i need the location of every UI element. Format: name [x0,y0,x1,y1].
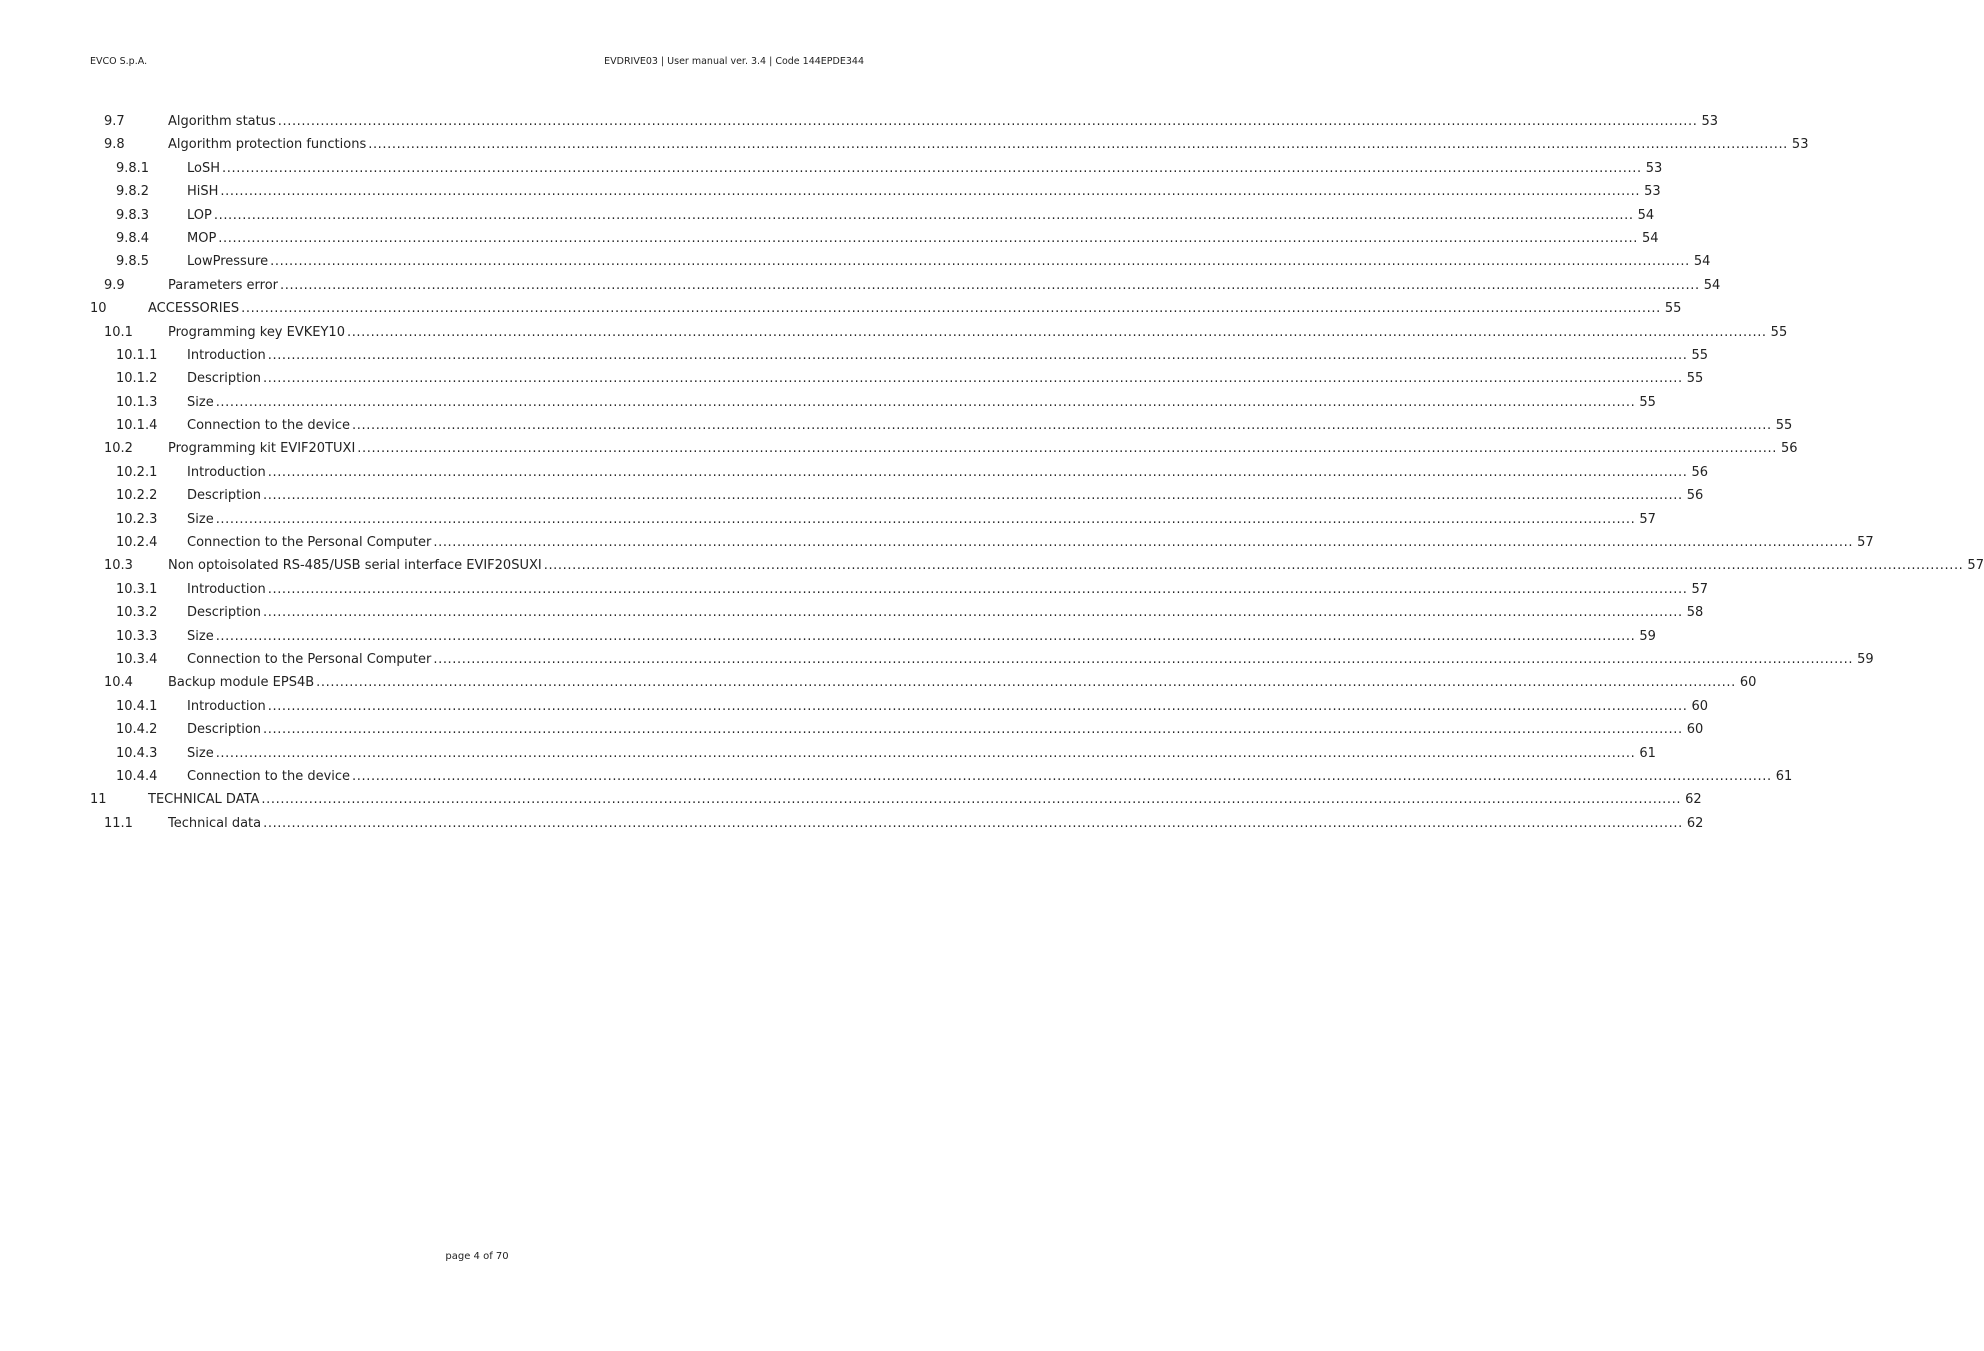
toc-dot-leader: ............................................................................................................................................................................................................................................................................................................ [368,137,1788,153]
header-document-info: EVDRIVE03 | User manual ver. 3.4 | Code 144EPDE344 [604,56,864,67]
toc-entry-number: 10.3.1 [116,581,158,597]
toc-entry[interactable] [90,765,1793,788]
toc-entry-number: 10.2.3 [116,511,158,527]
toc-entry-number: 10.3 [104,558,133,574]
toc-entry-page: 57 [1963,554,1984,577]
toc-entry[interactable] [90,625,1656,648]
toc-entry-number: 10.2.4 [116,535,158,551]
toc-entry-page: 62 [1683,812,1704,835]
toc-dot-leader: ............................................................................................................................................................................................................................................................................................................ [357,441,1777,457]
toc-entry-title: Introduction [187,578,268,601]
toc-entry[interactable] [90,812,1704,835]
toc-dot-leader: ............................................................................................................................................................................................................................................................................................................ [267,581,1688,597]
toc-entry[interactable] [90,250,1711,273]
toc-dot-leader: ............................................................................................................................................................................................................................................................................................................ [270,254,1690,270]
toc-entry[interactable] [90,461,1708,484]
toc-dot-leader: ............................................................................................................................................................................................................................................................................................................ [263,815,1683,831]
toc-entry-page: 55 [1661,297,1682,320]
toc-entry-page: 55 [1687,344,1708,367]
toc-entry-title: LoSH [187,157,222,180]
toc-entry-page: 56 [1683,484,1704,507]
toc-entry[interactable] [90,578,1708,601]
toc-entry[interactable] [90,274,1721,297]
toc-entry-title: Size [187,508,216,531]
toc-entry-number: 9.8.3 [116,207,150,223]
toc-entry[interactable] [90,133,1809,156]
toc-entry-title: Algorithm status [168,110,278,133]
toc-entry-number: 10 [90,301,107,317]
toc-entry-page: 59 [1853,648,1874,671]
toc-dot-leader: ............................................................................................................................................................................................................................................................................................................ [220,184,1641,200]
toc-dot-leader: ............................................................................................................................................................................................................................................................................................................ [222,160,1642,176]
toc-entry-title: Introduction [187,695,268,718]
toc-dot-leader: ............................................................................................................................................................................................................................................................................................................ [280,277,1700,293]
toc-entry-title: Programming key EVKEY10 [168,321,347,344]
toc-entry-number: 10.4.3 [116,745,158,761]
toc-entry-number: 10.2 [104,441,133,457]
toc-entry-page: 55 [1767,321,1788,344]
header-company: EVCO S.p.A. [90,56,148,67]
toc-entry-number: 11 [90,792,107,808]
toc-entry-page: 53 [1788,133,1809,156]
toc-entry-page: 60 [1736,671,1757,694]
toc-entry-number: 10.1 [104,324,133,340]
toc-entry-number: 10.4 [104,675,133,691]
toc-entry-number: 9.8.2 [116,184,150,200]
toc-dot-leader: ............................................................................................................................................................................................................................................................................................................ [215,394,1636,410]
toc-entry-number: 11.1 [104,815,133,831]
toc-dot-leader: ............................................................................................................................................................................................................................................................................................................ [316,675,1736,691]
toc-entry[interactable] [90,484,1704,507]
toc-dot-leader: ............................................................................................................................................................................................................................................................................................................ [213,207,1634,223]
toc-entry-title: Description [187,367,263,390]
toc-entry[interactable] [90,671,1757,694]
toc-dot-leader: ............................................................................................................................................................................................................................................................................................................ [352,768,1772,784]
toc-entry-number: 10.1.4 [116,418,158,434]
toc-entry-number: 9.8.4 [116,230,150,246]
toc-entry-page: 53 [1697,110,1718,133]
toc-entry-number: 9.9 [104,277,125,293]
toc-entry-number: 10.3.2 [116,605,158,621]
toc-dot-leader: ............................................................................................................................................................................................................................................................................................................ [241,301,1661,317]
toc-entry-page: 55 [1772,414,1793,437]
toc-entry-title: Description [187,601,263,624]
toc-entry-title: LOP [187,204,214,227]
toc-entry-number: 9.8 [104,137,125,153]
toc-dot-leader: ............................................................................................................................................................................................................................................................................................................ [433,535,1854,551]
toc-entry[interactable] [90,531,1874,554]
toc-entry-page: 61 [1635,742,1656,765]
toc-entry[interactable] [90,157,1663,180]
toc-dot-leader: ............................................................................................................................................................................................................................................................................................................ [346,324,1767,340]
toc-dot-leader: ............................................................................................................................................................................................................................................................................................................ [215,628,1636,644]
toc-entry-number: 10.4.1 [116,698,158,714]
toc-entry[interactable] [90,344,1708,367]
toc-entry-page: 57 [1687,578,1708,601]
toc-entry-title: Connection to the Personal Computer [187,648,433,671]
toc-dot-leader: ............................................................................................................................................................................................................................................................................................................ [263,722,1683,738]
toc-entry-title: Size [187,742,216,765]
toc-entry[interactable] [90,297,1682,320]
toc-entry-page: 62 [1681,788,1702,811]
toc-entry[interactable] [90,110,1718,133]
toc-entry[interactable] [90,788,1702,811]
toc-entry[interactable] [90,437,1798,460]
toc-entry-page: 57 [1635,508,1656,531]
toc-entry-number: 10.3.3 [116,628,158,644]
toc-entry-number: 10.2.2 [116,488,158,504]
toc-entry-page: 54 [1638,227,1659,250]
toc-entry-page: 56 [1687,461,1708,484]
toc-entry[interactable] [90,648,1874,671]
toc-dot-leader: ............................................................................................................................................................................................................................................................................................................ [433,651,1854,667]
table-of-contents [90,110,1984,835]
toc-dot-leader: ............................................................................................................................................................................................................................................................................................................ [261,792,1682,808]
toc-entry-number: 10.4.2 [116,722,158,738]
toc-entry-page: 60 [1683,718,1704,741]
toc-entry-title: MOP [187,227,218,250]
toc-dot-leader: ............................................................................................................................................................................................................................................................................................................ [277,114,1698,129]
toc-entry-title: Size [187,625,216,648]
toc-entry-number: 9.7 [104,114,125,129]
toc-entry-number: 10.4.4 [116,768,158,784]
toc-entry[interactable] [90,367,1704,390]
toc-dot-leader: ............................................................................................................................................................................................................................................................................................................ [263,488,1683,504]
toc-entry-title: TECHNICAL DATA [148,788,261,811]
toc-entry-page: 54 [1700,274,1721,297]
toc-entry[interactable] [90,227,1659,250]
toc-entry-title: Connection to the device [187,414,352,437]
toc-dot-leader: ............................................................................................................................................................................................................................................................................................................ [263,371,1683,387]
toc-entry[interactable] [90,718,1704,741]
toc-entry-page: 55 [1683,367,1704,390]
toc-entry[interactable] [90,180,1661,203]
toc-entry-title: LowPressure [187,250,270,273]
toc-entry-title: Description [187,484,263,507]
toc-entry-page: 57 [1853,531,1874,554]
toc-entry-title: Size [187,391,216,414]
toc-entry-title: HiSH [187,180,220,203]
toc-entry[interactable] [90,695,1708,718]
toc-entry-number: 10.1.2 [116,371,158,387]
toc-dot-leader: ............................................................................................................................................................................................................................................................................................................ [543,558,1964,574]
toc-entry-page: 53 [1642,157,1663,180]
toc-entry[interactable] [90,742,1656,765]
toc-entry[interactable] [90,601,1704,624]
toc-entry-title: ACCESSORIES [148,297,241,320]
toc-entry-page: 55 [1635,391,1656,414]
toc-entry-number: 10.1.3 [116,394,158,410]
toc-entry-page: 59 [1635,625,1656,648]
toc-entry-title: Algorithm protection functions [168,133,368,156]
toc-entry-page: 56 [1777,437,1798,460]
toc-entry-title: Programming kit EVIF20TUXI [168,437,357,460]
toc-dot-leader: ............................................................................................................................................................................................................................................................................................................ [267,347,1688,363]
toc-entry-number: 9.8.1 [116,160,150,176]
toc-entry[interactable] [90,554,1984,577]
toc-entry[interactable] [90,414,1793,437]
toc-entry-page: 61 [1772,765,1793,788]
toc-entry-page: 60 [1687,695,1708,718]
toc-entry[interactable] [90,321,1788,344]
toc-entry-number: 9.8.5 [116,254,150,270]
toc-entry-title: Technical data [168,812,263,835]
toc-dot-leader: ............................................................................................................................................................................................................................................................................................................ [263,605,1683,621]
toc-entry[interactable] [90,204,1655,227]
toc-entry-title: Non optoisolated RS-485/USB serial interface EVIF20SUXI [168,554,544,577]
toc-entry-number: 10.2.1 [116,464,158,480]
toc-entry-title: Backup module EPS4B [168,671,316,694]
toc-entry-page: 58 [1683,601,1704,624]
toc-entry-title: Connection to the device [187,765,352,788]
toc-dot-leader: ............................................................................................................................................................................................................................................................................................................ [215,511,1636,527]
toc-entry[interactable] [90,391,1656,414]
toc-entry-page: 54 [1634,204,1655,227]
toc-dot-leader: ............................................................................................................................................................................................................................................................................................................ [267,464,1688,480]
toc-entry-title: Parameters error [168,274,280,297]
toc-entry-title: Description [187,718,263,741]
toc-entry[interactable] [90,508,1656,531]
toc-entry-title: Introduction [187,344,268,367]
page-number: page 4 of 70 [445,1251,509,1262]
toc-entry-title: Connection to the Personal Computer [187,531,433,554]
toc-entry-page: 54 [1690,250,1711,273]
toc-entry-number: 10.1.1 [116,347,158,363]
toc-dot-leader: ............................................................................................................................................................................................................................................................................................................ [215,745,1636,761]
toc-dot-leader: ............................................................................................................................................................................................................................................................................................................ [352,418,1772,434]
toc-entry-title: Introduction [187,461,268,484]
toc-entry-number: 10.3.4 [116,651,158,667]
toc-entry-page: 53 [1640,180,1661,203]
toc-dot-leader: ............................................................................................................................................................................................................................................................................................................ [267,698,1688,714]
toc-dot-leader: ............................................................................................................................................................................................................................................................................................................ [218,230,1638,246]
